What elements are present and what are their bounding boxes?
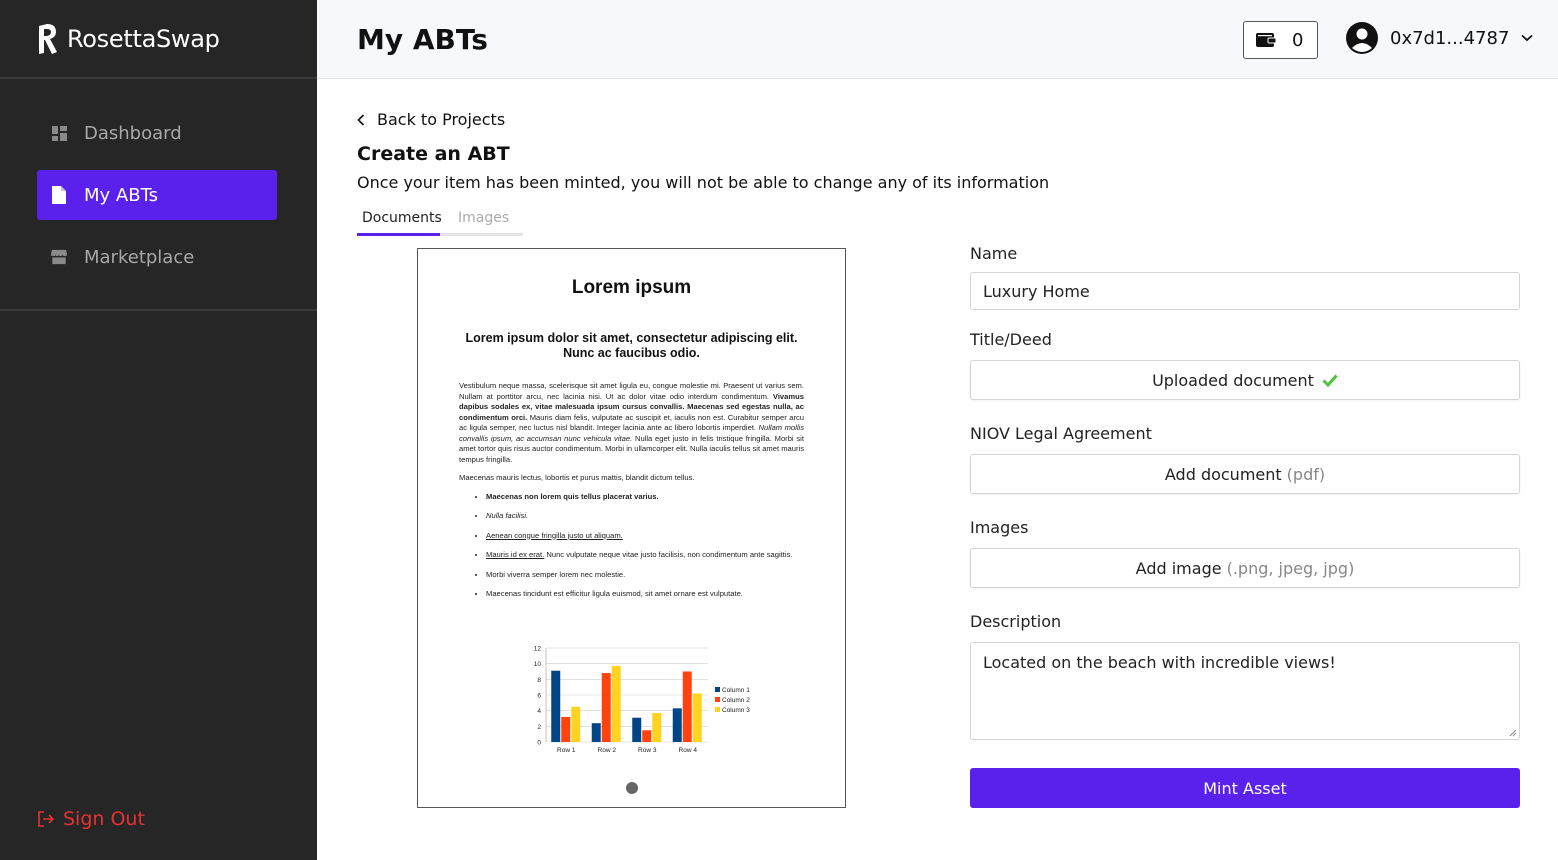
list-item — [486, 570, 804, 581]
y-tick-label: 2 — [537, 723, 541, 731]
x-tick-label: Row 2 — [597, 747, 616, 754]
section-subtitle: Once your item has been minted, you will not be able to change any of its information — [357, 173, 1050, 192]
legend-swatch — [715, 707, 720, 712]
document-text-bold: Vivamus dapibus sodales ex, vitae malesuada ipsum cursus convallis. Maecenas sed egestas nulla, ac condimentum orci. — [459, 391, 804, 422]
upload-button-label: Uploaded document — [1152, 370, 1314, 390]
sidebar-item-label: Dashboard — [84, 122, 182, 144]
account-address: 0x7d1...4787 — [1390, 27, 1510, 49]
wallet-count: 0 — [1292, 29, 1304, 51]
y-tick-label: 4 — [537, 708, 541, 716]
name-label: Name — [970, 244, 1018, 263]
list-item — [486, 511, 804, 522]
chevron-down-icon — [1521, 34, 1533, 42]
images-label: Images — [970, 518, 1029, 537]
list-item — [486, 531, 804, 542]
list-item — [486, 492, 804, 503]
list-item-text: Nunc vulputate neque vitae justo facilisis, non condimentum ante sagittis. — [544, 550, 793, 559]
bar — [592, 723, 601, 742]
bar — [652, 713, 661, 742]
bar — [612, 666, 621, 742]
chevron-left-icon — [357, 114, 365, 126]
sidebar-item-my-abts[interactable] — [37, 170, 277, 220]
document-icon — [51, 186, 67, 204]
rosettaswap-logo-icon — [37, 22, 59, 56]
bar — [551, 671, 560, 742]
section-title: Create an ABT — [357, 143, 510, 165]
list-item-text: Maecenas tincidunt est efficitur ligula euismod, sit amet ornare est vulputate. — [486, 589, 743, 598]
y-tick-label: 0 — [537, 739, 541, 747]
title-deed-upload-button[interactable] — [970, 360, 1520, 400]
dashboard-icon — [51, 124, 67, 142]
brand[interactable] — [0, 0, 317, 79]
bar — [693, 693, 702, 742]
legend-swatch — [715, 697, 720, 702]
wallet-button[interactable] — [1243, 21, 1318, 59]
sidebar-item-label: My ABTs — [84, 184, 158, 206]
list-item-text: Mauris id ex erat. — [486, 550, 545, 559]
sidebar-nav — [0, 79, 317, 311]
sign-out-button[interactable] — [37, 808, 145, 830]
document-paragraph — [459, 381, 804, 465]
bar — [632, 718, 641, 742]
brand-name: RosettaSwap — [67, 24, 220, 53]
x-tick-label: Row 4 — [678, 747, 697, 754]
sign-out-label: Sign Out — [63, 808, 145, 830]
legend-label: Column 3 — [722, 707, 750, 714]
document-text: Nulla eget justo in felis tristique fringilla. Morbi sit amet tortor quis risus auctor condimentum. Morbi in ullamcorper elit. Nulla iaculis tellus sit amet mauris tempus fringilla. — [459, 433, 804, 464]
name-input[interactable]: Luxury Home — [970, 272, 1520, 310]
list-item-text: Morbi viverra semper lorem nec molestie. — [486, 569, 626, 579]
document-text-italic: Nullam mollis convallis ipsum, ac accumsan nunc vehicula vitae. — [459, 423, 804, 443]
bar — [683, 672, 692, 743]
sidebar — [0, 0, 317, 860]
y-tick-label: 6 — [537, 692, 541, 700]
document-preview — [417, 248, 846, 808]
top-header — [317, 0, 1558, 79]
bar — [571, 707, 580, 742]
tab-images[interactable]: Images — [458, 210, 510, 226]
carousel-dot[interactable] — [626, 782, 638, 794]
list-item-text: Nulla facilisi. — [486, 511, 529, 520]
images-upload-button[interactable] — [970, 548, 1520, 588]
y-tick-label: 12 — [533, 645, 541, 653]
legal-agreement-upload-button[interactable] — [970, 454, 1520, 494]
mint-asset-button[interactable]: Mint Asset — [970, 768, 1520, 808]
document-subheading: Lorem ipsum dolor sit amet, consectetur adipiscing elit. Nunc ac faucibus odio. — [465, 331, 798, 360]
list-item-text: Maecenas non lorem quis tellus placerat varius. — [486, 491, 659, 501]
y-tick-label: 8 — [537, 676, 541, 684]
page-title: My ABTs — [357, 22, 488, 56]
sidebar-item-label: Marketplace — [84, 246, 195, 268]
legend-swatch — [715, 687, 720, 692]
description-label: Description — [970, 612, 1062, 631]
description-value: Located on the beach with incredible views! — [983, 653, 1336, 672]
store-icon — [51, 248, 67, 266]
account-menu[interactable] — [1346, 22, 1533, 54]
embedded-bar-chart — [528, 643, 778, 761]
list-item — [486, 589, 804, 600]
sidebar-item-marketplace[interactable] — [37, 232, 277, 282]
legend-label: Column 2 — [722, 697, 750, 704]
bar — [642, 730, 651, 742]
bar — [673, 708, 682, 742]
bar — [561, 717, 570, 742]
document-list — [486, 492, 804, 600]
title-deed-label: Title/Deed — [970, 330, 1052, 349]
document-text: Vestibulum neque massa, scelerisque sit amet ligula eu, congue molestie mi. Praesent ut varius sem. Nullam at porttitor arcu, nec lacinia nisi. Ut ac dolor vitae odio interdum condimentum. — [459, 381, 804, 401]
tab-bar — [357, 208, 523, 236]
create-abt-form — [970, 244, 1520, 808]
file-type-hint: (pdf) — [1286, 464, 1326, 484]
legal-agreement-label: NIOV Legal Agreement — [970, 424, 1152, 443]
back-label: Back to Projects — [377, 110, 506, 129]
description-textarea[interactable] — [970, 642, 1520, 740]
document-title: Lorem ipsum — [571, 277, 692, 298]
tab-documents[interactable]: Documents — [357, 208, 440, 236]
sidebar-item-dashboard[interactable] — [37, 108, 277, 158]
sign-out-icon — [37, 810, 55, 828]
document-text: Mauris diam felis, vulputate ac suscipit et, iaculis non est. Curabitur semper arcu ac ligula semper, nec luctus nisl blandit. Integer lacinia ante ac libero lobortis imperdiet. — [459, 412, 804, 432]
upload-button-label: Add image — [1135, 558, 1222, 578]
file-type-hint: (.png, jpeg, jpg) — [1226, 558, 1355, 578]
wallet-icon — [1256, 32, 1276, 48]
resize-handle-icon[interactable] — [1509, 729, 1517, 737]
list-item — [486, 550, 804, 561]
checkmark-icon — [1322, 374, 1338, 387]
list-item-text: Aenean congue fringilla justo ut aliquam. — [486, 530, 623, 540]
avatar-icon — [1346, 22, 1378, 54]
bar — [602, 673, 611, 742]
x-tick-label: Row 3 — [638, 747, 657, 754]
upload-button-label: Add document — [1164, 464, 1282, 484]
y-tick-label: 10 — [533, 661, 541, 669]
x-tick-label: Row 1 — [557, 747, 576, 754]
legend-label: Column 1 — [722, 687, 750, 694]
back-to-projects-link[interactable] — [357, 110, 505, 129]
document-paragraph: Maecenas mauris lectus, lobortis et purus mattis, blandit dictum tellus. — [459, 473, 695, 482]
